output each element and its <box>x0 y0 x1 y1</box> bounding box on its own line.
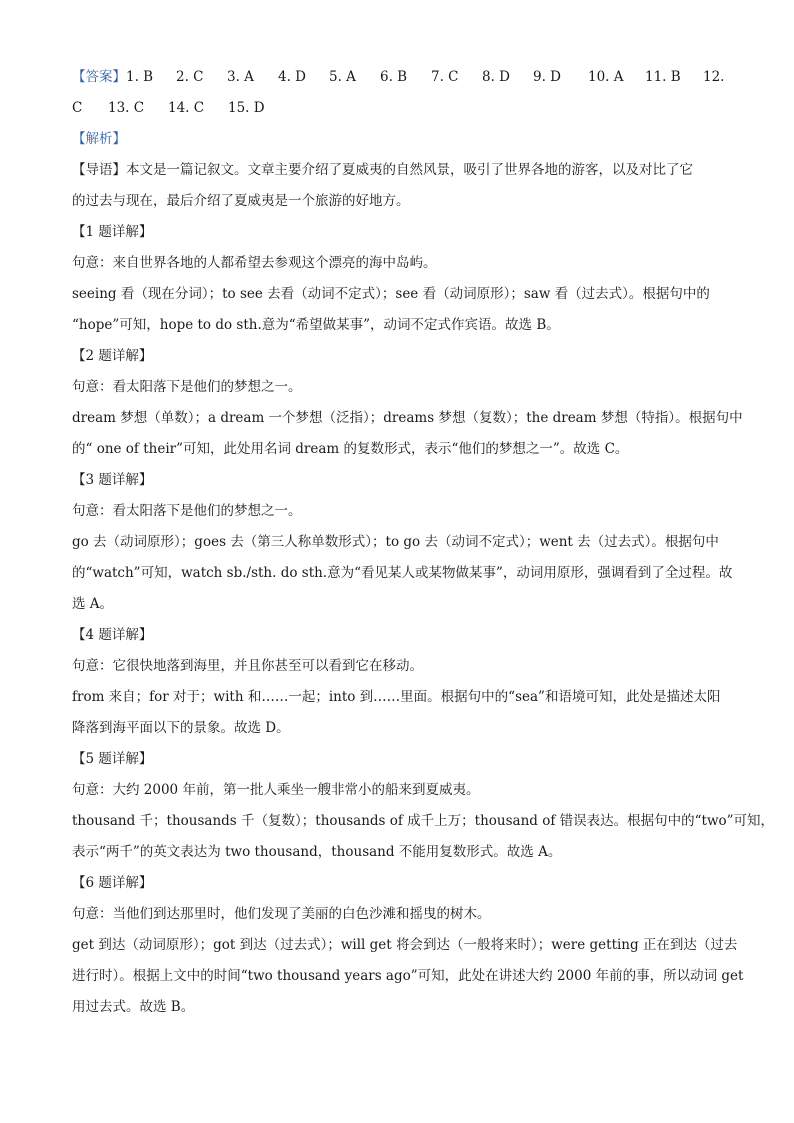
answer-item: 12. <box>703 69 725 85</box>
answer-item: 9. D <box>533 69 561 85</box>
section-line: go 去（动词原形）；goes 去（第三人称单数形式）；to go 去（动词不定式）；went 去（过去式）。根据句中 <box>72 534 719 550</box>
section-line: “hope”可知，hope to do sth.意为“希望做某事”，动词不定式作宾语。故选 B。 <box>72 317 560 333</box>
intro-label: 【导语】 <box>72 162 126 178</box>
section-line: 选 A。 <box>72 596 114 612</box>
section-line: thousand 千；thousands 千（复数）；thousands of 成千上万；thousand of 错误表达。根据句中的“two”可知， <box>72 813 775 829</box>
answer-item: 10. A <box>588 69 624 85</box>
section-line: 句意：看太阳落下是他们的梦想之一。 <box>72 503 302 519</box>
document-page <box>72 62 775 1023</box>
section-line: 句意：看太阳落下是他们的梦想之一。 <box>72 379 302 395</box>
answer-row-1 <box>72 62 725 93</box>
answer-item: 1. B <box>126 69 154 85</box>
intro-line-2: 的过去与现在，最后介绍了夏威夷是一个旅游的好地方。 <box>72 193 410 209</box>
section-heading: 【4 题详解】 <box>72 627 153 643</box>
answer-item: 7. C <box>431 69 459 85</box>
answer-item: 8. D <box>482 69 510 85</box>
section-line: seeing 看（现在分词）；to see 去看（动词不定式）；see 看（动词原形）；saw 看（过去式）。根据句中的 <box>72 286 710 302</box>
intro-line-1 <box>72 155 722 186</box>
answer-item: 14. C <box>168 100 205 116</box>
intro-text: 本文是一篇记叙文。文章主要介绍了夏威夷的自然风景，吸引了世界各地的游客，以及对比了它 <box>126 162 693 178</box>
section-heading: 【6 题详解】 <box>72 875 153 891</box>
section-heading: 【3 题详解】 <box>72 472 153 488</box>
answer-row-2 <box>72 93 722 124</box>
section-line: get 到达（动词原形）；got 到达（过去式）；will get 将会到达（一般将来时）；were getting 正在到达（过去 <box>72 937 738 953</box>
section-line: 句意：当他们到达那里时，他们发现了美丽的白色沙滩和摇曳的树木。 <box>72 906 491 922</box>
section-line: 的“ one of their”可知，此处用名词 dream 的复数形式，表示“他们的梦想之一”。故选 C。 <box>72 441 629 457</box>
answer-item: 13. C <box>108 100 145 116</box>
answer-item: 2. C <box>176 69 204 85</box>
section-line: 句意：它很快地落到海里，并且你甚至可以看到它在移动。 <box>72 658 423 674</box>
section-line: 句意：来自世界各地的人都希望去参观这个漂亮的海中岛屿。 <box>72 255 437 271</box>
section-heading: 【5 题详解】 <box>72 751 153 767</box>
section-line: 进行时）。根据上文中的时间“two thousand years ago”可知，此处在讲述大约 2000 年前的事，所以动词 get <box>72 968 744 984</box>
section-line: 降落到海平面以下的景象。故选 D。 <box>72 720 290 736</box>
section-line: 用过去式。故选 B。 <box>72 999 195 1015</box>
section-line: 句意：大约 2000 年前，第一批人乘坐一艘非常小的船来到夏威夷。 <box>72 782 480 798</box>
answer-item: 15. D <box>228 100 265 116</box>
answer-item: 4. D <box>278 69 306 85</box>
answer-item: C <box>72 100 83 116</box>
answer-item: 11. B <box>645 69 681 85</box>
analysis-label: 【解析】 <box>72 131 126 147</box>
answer-label: 【答案】 <box>72 69 126 85</box>
section-heading: 【1 题详解】 <box>72 224 153 240</box>
section-heading: 【2 题详解】 <box>72 348 153 364</box>
section-line: 表示“两千”的英文表达为 two thousand，thousand 不能用复数形式。故选 A。 <box>72 844 562 860</box>
section-line: from 来自；for 对于；with 和……一起；into 到……里面。根据句中的“sea”和语境可知，此处是描述太阳 <box>72 689 721 705</box>
answer-item: 5. A <box>329 69 356 85</box>
section-line: dream 梦想（单数）；a dream 一个梦想（泛指）；dreams 梦想（复数）；the dream 梦想（特指）。根据句中 <box>72 410 743 426</box>
answer-item: 6. B <box>380 69 408 85</box>
section-line: 的“watch”可知，watch sb./sth. do sth.意为“看见某人或某物做某事”，动词用原形，强调看到了全过程。故 <box>72 565 733 581</box>
answer-item: 3. A <box>227 69 254 85</box>
